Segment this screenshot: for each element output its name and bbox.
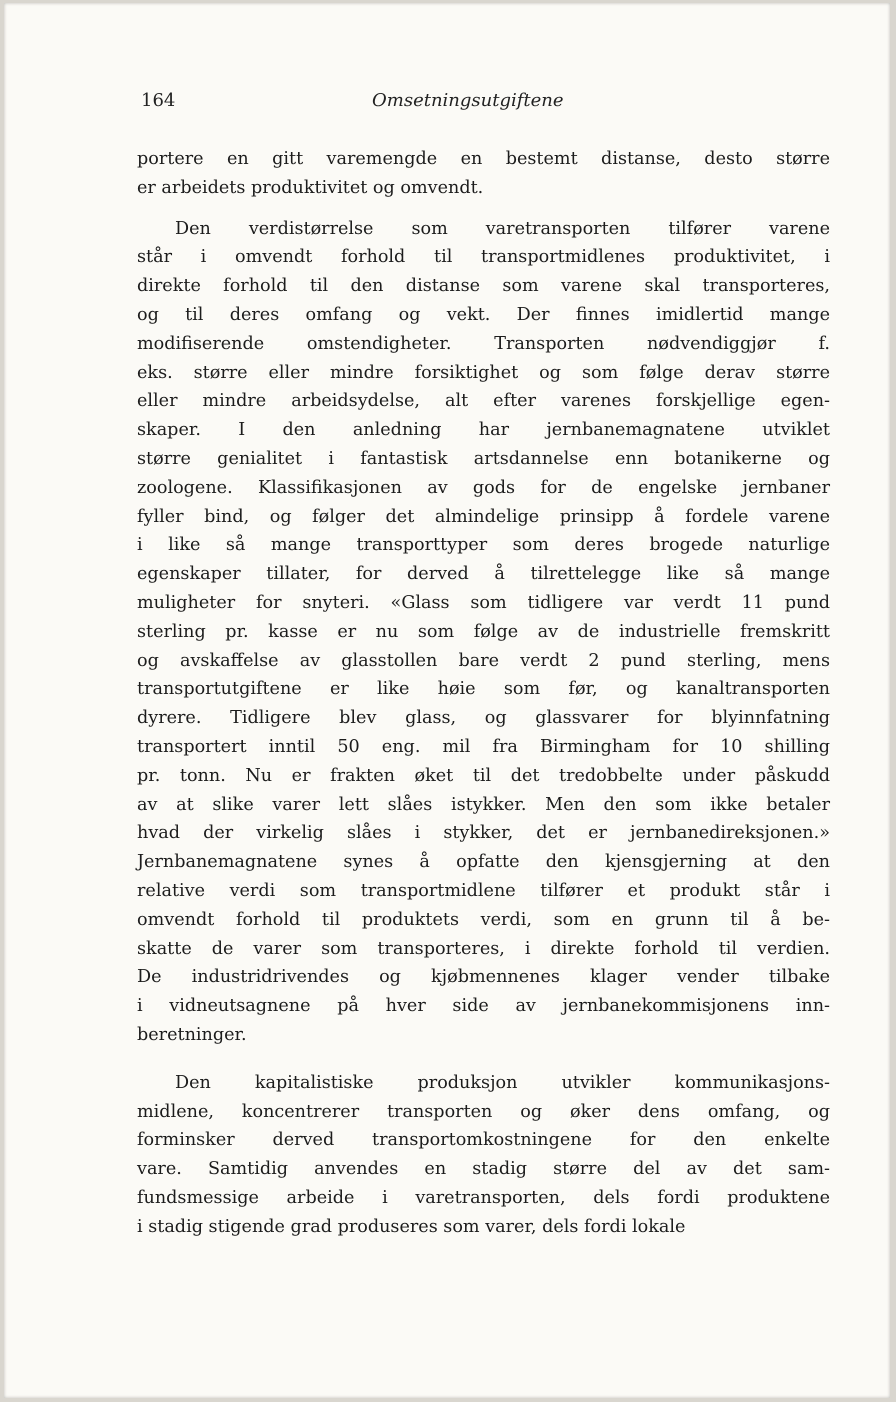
text-line: står i omvendt forhold til transportmidlenes produktivitet, i: [137, 247, 830, 268]
text-line: fundsmessige arbeide i varetransporten, dels fordi produktene: [137, 1187, 830, 1208]
text-line: midlene, koncentrerer transporten og øker dens omfang, og: [137, 1101, 830, 1122]
paragraph-1: [137, 145, 830, 203]
text-line: transportert inntil 50 eng. mil fra Birmingham for 10 shilling: [137, 736, 830, 757]
text-line: i like så mange transporttyper som deres brogede naturlige: [137, 535, 830, 556]
page-number: 164: [141, 90, 176, 111]
text-line: eller mindre arbeidsydelse, alt efter varenes forskjellige egen-: [137, 391, 830, 412]
text-line: dyrere. Tidligere blev glass, og glassvarer for blyinnfatning: [137, 708, 830, 729]
text-line: fyller bind, og følger det almindelige prinsipp å fordele varene: [137, 506, 830, 527]
text-line: De industridrivendes og kjøbmennenes klager vender tilbake: [137, 967, 830, 988]
text-line: eks. større eller mindre forsiktighet og som følge derav større: [137, 362, 830, 383]
text-line: sterling pr. kasse er nu som følge av de industrielle fremskritt: [137, 621, 830, 642]
text-line: skatte de varer som transporteres, i direkte forhold til verdien.: [137, 938, 830, 959]
text-line: portere en gitt varemengde en bestemt distanse, desto større: [137, 149, 830, 169]
text-line: forminsker derved transportomkostningene for den enkelte: [137, 1130, 830, 1151]
text-line: pr. tonn. Nu er frakten øket til det tredobbelte under påskudd: [137, 765, 830, 786]
text-line: relative verdi som transportmidlene tilfører et produkt står i: [137, 880, 830, 901]
text-line: egenskaper tillater, for derved å tilrettelegge like så mange: [137, 564, 830, 585]
text-line: modifiserende omstendigheter. Transporten nødvendiggjør f.: [137, 333, 830, 354]
text-line: og avskaffelse av glasstollen bare verdt 2 pund sterling, mens: [137, 650, 830, 671]
text-line: i stadig stigende grad produseres som varer, dels fordi lokale: [137, 1216, 686, 1237]
page-header: [137, 90, 830, 116]
text-line: direkte forhold til den distanse som varene skal transporteres,: [137, 276, 830, 297]
text-line: transportutgiftene er like høie som før, og kanaltransporten: [137, 679, 830, 700]
paragraph-3: [137, 1069, 830, 1242]
text-line: beretninger.: [137, 1024, 247, 1045]
paragraph-2: [137, 215, 830, 1050]
book-page: [4, 3, 890, 1398]
running-title: Omsetningsutgiftene: [372, 90, 564, 111]
text-line: hvad der virkelig slåes i stykker, det er jernbanedireksjonen.»: [137, 823, 830, 844]
text-line: muligheter for snyteri. «Glass som tidligere var verdt 11 pund: [137, 592, 830, 613]
text-line: Den verdistørrelse som varetransporten tilfører varene: [175, 218, 830, 239]
text-line: omvendt forhold til produktets verdi, som en grunn til å be-: [137, 909, 830, 930]
text-line: er arbeidets produktivitet og omvendt.: [137, 177, 484, 198]
text-line: og til deres omfang og vekt. Der finnes imidlertid mange: [137, 304, 830, 325]
page-body-text: [137, 145, 830, 1241]
text-line: i vidneutsagnene på hver side av jernbanekommisjonens inn-: [137, 996, 830, 1017]
text-line: av at slike varer lett slåes istykker. Men den som ikke betaler: [137, 794, 830, 815]
text-line: skaper. I den anledning har jernbanemagnatene utviklet: [137, 420, 830, 441]
text-line: større genialitet i fantastisk artsdannelse enn botanikerne og: [137, 448, 830, 469]
text-line: zoologene. Klassifikasjonen av gods for de engelske jernbaner: [137, 477, 830, 498]
text-line: Jernbanemagnatene synes å opfatte den kjensgjerning at den: [137, 852, 830, 873]
text-line: Den kapitalistiske produksjon utvikler kommunikasjons-: [175, 1072, 830, 1093]
text-line: vare. Samtidig anvendes en stadig større del av det sam-: [137, 1159, 830, 1180]
